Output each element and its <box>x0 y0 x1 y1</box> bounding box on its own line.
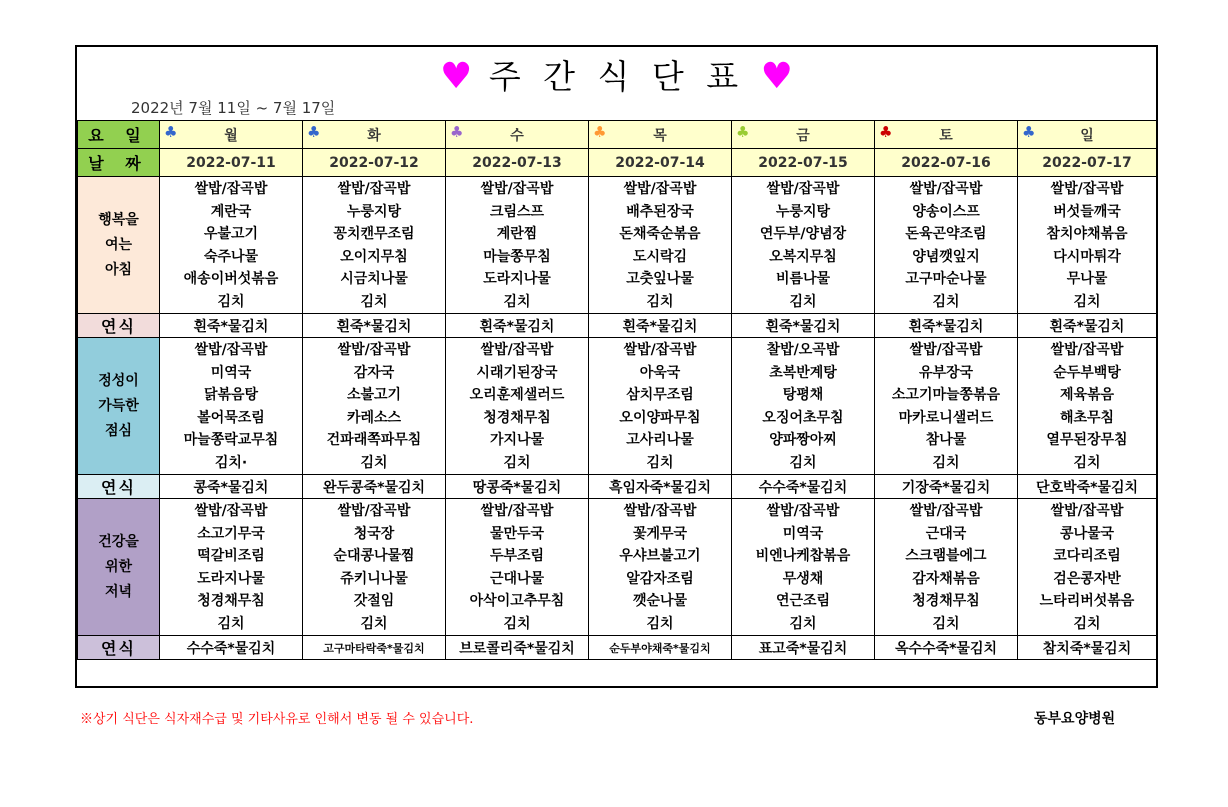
lunch-menu-cell <box>160 338 303 475</box>
snack-cell: 옥수수죽*물김치 <box>875 636 1018 660</box>
snack-cell: 흰죽*물김치 <box>732 314 875 338</box>
menu-item: 쌀밥/잡곡밥 <box>194 342 268 358</box>
snack-cell: 단호박죽*물김치 <box>1018 475 1157 499</box>
menu-item: 김치 <box>360 293 388 310</box>
menu-item: 숙주나물 <box>203 248 259 265</box>
menu-item: 쌀밥/잡곡밥 <box>1050 342 1124 358</box>
menu-item: 김치 <box>932 615 960 632</box>
lunch-row <box>78 338 1157 475</box>
day-label: 요 일 <box>78 121 160 149</box>
menu-item: 소불고기 <box>346 387 402 403</box>
menu-item: 열무된장무침 <box>1046 432 1128 448</box>
lunch-label-line: 점심 <box>104 422 133 439</box>
menu-item: 알감자조림 <box>626 570 694 587</box>
menu-item: 쌀밥/잡곡밥 <box>480 503 554 519</box>
menu-item: 물만두국 <box>489 525 545 542</box>
flower-icon: ♣ <box>307 123 321 141</box>
dinner-menu-cell <box>732 499 875 636</box>
menu-item: 김치 <box>503 454 531 471</box>
snack-cell: 브로콜리죽*물김치 <box>446 636 589 660</box>
menu-item: 스크램블에그 <box>905 548 987 564</box>
snack-label: 연식 <box>78 475 160 499</box>
menu-item: 도라지나물 <box>197 570 265 587</box>
breakfast-menu-cell <box>160 177 303 314</box>
menu-item: 제육볶음 <box>1059 387 1115 403</box>
day-name: 수 <box>510 127 524 144</box>
menu-item: 쌀밥/잡곡밥 <box>337 503 411 519</box>
menu-item: 김치· <box>214 454 248 471</box>
menu-item: 청경채무침 <box>197 593 265 609</box>
snack-label: 연식 <box>78 314 160 338</box>
lunch-menu-cell <box>1018 338 1157 475</box>
menu-item: 연두부/양념장 <box>759 226 847 242</box>
menu-item: 오복지무침 <box>769 248 837 265</box>
breakfast-menu-cell <box>875 177 1018 314</box>
snack-cell: 완두콩죽*물김치 <box>303 475 446 499</box>
menu-item: 해초무침 <box>1059 409 1115 426</box>
menu-item: 오징어초무침 <box>762 409 844 426</box>
breakfast-label-line: 아침 <box>104 261 133 278</box>
snack-cell: 흰죽*물김치 <box>1018 314 1157 338</box>
date-row <box>78 149 1157 177</box>
menu-item: 건파래쪽파무침 <box>326 432 422 448</box>
date-cell: 2022-07-12 <box>303 149 446 177</box>
menu-item: 김치 <box>789 454 817 471</box>
menu-item: 초복반계탕 <box>769 364 837 381</box>
snack-cell: 수수죽*물김치 <box>160 636 303 660</box>
breakfast-label <box>78 177 160 314</box>
flower-icon: ♣ <box>450 123 464 141</box>
menu-table <box>77 120 1157 660</box>
menu-item: 아욱국 <box>639 364 681 381</box>
day-name: 화 <box>367 127 381 144</box>
menu-item: 참치야채볶음 <box>1046 226 1128 242</box>
menu-item: 마늘쫑무침 <box>483 248 551 265</box>
menu-item: 쌀밥/잡곡밥 <box>480 342 554 358</box>
snack-cell: 콩죽*물김치 <box>160 475 303 499</box>
menu-item: 청경채무침 <box>912 593 980 609</box>
menu-item: 오리훈제샐러드 <box>469 387 565 403</box>
breakfast-label-line: 여는 <box>104 236 133 253</box>
menu-item: 소고기무국 <box>197 525 265 542</box>
menu-item: 다시마튀각 <box>1053 248 1121 265</box>
date-range: 2022년 7월 11일 ~ 7월 17일 <box>131 99 336 117</box>
date-cell: 2022-07-13 <box>446 149 589 177</box>
lunch-menu-cell <box>875 338 1018 475</box>
day-cell-sat <box>875 121 1018 149</box>
menu-item: 아삭이고추무침 <box>469 593 565 609</box>
day-cell-wed <box>446 121 589 149</box>
day-name: 월 <box>224 127 238 144</box>
lunch-menu-cell <box>589 338 732 475</box>
menu-item: 근대나물 <box>489 570 545 587</box>
menu-item: 떡갈비조림 <box>197 548 265 564</box>
menu-item: 쌀밥/잡곡밥 <box>766 503 840 519</box>
day-row <box>78 121 1157 149</box>
snack-row-2 <box>78 475 1157 499</box>
lunch-menu-cell <box>446 338 589 475</box>
menu-item: 비엔나케찹볶음 <box>755 548 851 564</box>
dinner-label-line: 저녁 <box>104 583 133 600</box>
menu-item: 소고기마늘쫑볶음 <box>891 387 1001 403</box>
day-name: 금 <box>796 127 810 144</box>
snack-cell: 순두부야채죽*물김치 <box>589 636 732 660</box>
menu-item: 김치 <box>360 454 388 471</box>
menu-item: 무나물 <box>1066 271 1108 287</box>
snack-cell: 기장죽*물김치 <box>875 475 1018 499</box>
menu-item: 비름나물 <box>775 271 831 287</box>
menu-item: 김치 <box>1073 615 1101 632</box>
snack-cell: 흰죽*물김치 <box>160 314 303 338</box>
snack-label: 연식 <box>78 636 160 660</box>
menu-item: 볼어묵조림 <box>197 409 265 426</box>
menu-item: 애송이버섯볶음 <box>183 271 279 287</box>
menu-item: 코다리조림 <box>1053 548 1121 564</box>
menu-item: 순두부백탕 <box>1053 364 1121 381</box>
menu-item: 쌀밥/잡곡밥 <box>623 181 697 197</box>
lunch-label-line: 가득한 <box>98 397 139 414</box>
menu-item: 깻순나물 <box>632 593 688 609</box>
day-cell-thu <box>589 121 732 149</box>
menu-item: 쌀밥/잡곡밥 <box>337 342 411 358</box>
snack-row-1 <box>78 314 1157 338</box>
menu-item: 마늘쫑락교무침 <box>183 432 279 448</box>
day-cell-mon <box>160 121 303 149</box>
menu-item: 시금치나물 <box>340 271 408 287</box>
menu-item: 마카로니샐러드 <box>898 409 994 426</box>
menu-item: 쌀밥/잡곡밥 <box>766 181 840 197</box>
dinner-label <box>78 499 160 636</box>
flower-icon: ♣ <box>1022 123 1036 141</box>
menu-item: 누룽지탕 <box>346 203 402 220</box>
snack-row-3 <box>78 636 1157 660</box>
menu-item: 카레소스 <box>346 409 402 426</box>
menu-item: 우샤브불고기 <box>619 548 701 564</box>
menu-item: 검은콩자반 <box>1053 570 1121 587</box>
menu-item: 닭볶음탕 <box>203 387 259 403</box>
snack-cell: 땅콩죽*물김치 <box>446 475 589 499</box>
dinner-menu-cell <box>589 499 732 636</box>
day-cell-sun <box>1018 121 1157 149</box>
menu-item: 크림스프 <box>489 203 545 220</box>
menu-item: 버섯들깨국 <box>1053 203 1121 220</box>
snack-cell: 흰죽*물김치 <box>589 314 732 338</box>
menu-item: 쥬키니나물 <box>340 570 408 587</box>
day-cell-tue <box>303 121 446 149</box>
menu-item: 콩나물국 <box>1059 525 1115 542</box>
dinner-menu-cell <box>1018 499 1157 636</box>
date-cell: 2022-07-17 <box>1018 149 1157 177</box>
menu-item: 쌀밥/잡곡밥 <box>194 503 268 519</box>
menu-item: 오이지무침 <box>340 248 408 265</box>
breakfast-menu-cell <box>1018 177 1157 314</box>
menu-item: 쌀밥/잡곡밥 <box>480 181 554 197</box>
day-name: 일 <box>1080 127 1094 144</box>
snack-cell: 고구마타락죽*물김치 <box>303 636 446 660</box>
menu-item: 쌀밥/잡곡밥 <box>337 181 411 197</box>
lunch-label-line: 정성이 <box>98 372 139 389</box>
dinner-menu-cell <box>446 499 589 636</box>
menu-item: 두부조림 <box>489 548 545 564</box>
menu-item: 돈육곤약조림 <box>905 226 987 242</box>
snack-cell: 흰죽*물김치 <box>446 314 589 338</box>
breakfast-menu-cell <box>589 177 732 314</box>
menu-item: 미역국 <box>782 525 824 542</box>
menu-item: 삼치무조림 <box>626 387 694 403</box>
menu-item: 도라지나물 <box>483 271 551 287</box>
menu-item: 고사리나물 <box>626 432 694 448</box>
date-cell: 2022-07-16 <box>875 149 1018 177</box>
menu-item: 누룽지탕 <box>775 203 831 220</box>
menu-item: 감자국 <box>353 364 395 381</box>
date-cell: 2022-07-15 <box>732 149 875 177</box>
flower-icon: ♣ <box>593 123 607 141</box>
dinner-label-line: 위한 <box>104 558 133 575</box>
hospital-name: 동부요양병원 <box>1034 711 1116 727</box>
menu-item: 갓절임 <box>353 593 395 609</box>
dinner-menu-cell <box>875 499 1018 636</box>
breakfast-menu-cell <box>303 177 446 314</box>
menu-item: 양파짱아찌 <box>769 432 837 448</box>
menu-item: 김치 <box>789 293 817 310</box>
menu-item: 김치 <box>789 615 817 632</box>
menu-item: 김치 <box>646 454 674 471</box>
flower-icon: ♣ <box>164 123 178 141</box>
menu-item: 김치 <box>503 293 531 310</box>
day-name: 토 <box>939 127 953 144</box>
menu-item: 양념깻잎지 <box>912 248 980 265</box>
menu-item: 연근조림 <box>775 593 831 609</box>
dinner-label-line: 건강을 <box>98 533 139 550</box>
heart-icon-right: ♥ <box>760 56 793 97</box>
title-text: 주 간 식 단 표 <box>488 57 745 96</box>
menu-item: 김치 <box>646 615 674 632</box>
menu-item: 계란국 <box>210 203 252 220</box>
menu-item: 우불고기 <box>203 226 259 242</box>
dinner-menu-cell <box>160 499 303 636</box>
menu-item: 김치 <box>503 615 531 632</box>
breakfast-menu-cell <box>732 177 875 314</box>
menu-item: 쌀밥/잡곡밥 <box>909 342 983 358</box>
lunch-label <box>78 338 160 475</box>
snack-cell: 흑임자죽*물김치 <box>589 475 732 499</box>
menu-item: 근대국 <box>925 525 967 542</box>
footer-note: ※상기 식단은 식자재수급 및 기타사유로 인해서 변동 될 수 있습니다. <box>80 712 474 727</box>
page-title <box>77 51 1156 98</box>
menu-item: 순대콩나물찜 <box>333 548 415 564</box>
lunch-menu-cell <box>303 338 446 475</box>
dinner-menu-cell <box>303 499 446 636</box>
day-name: 목 <box>653 127 667 144</box>
title-row <box>77 47 1156 121</box>
menu-item: 양송이스프 <box>912 203 980 220</box>
menu-item: 참나물 <box>925 432 967 448</box>
snack-cell: 수수죽*물김치 <box>732 475 875 499</box>
menu-item: 감자채볶음 <box>912 570 980 587</box>
menu-item: 고구마순나물 <box>905 271 987 287</box>
dinner-row <box>78 499 1157 636</box>
menu-item: 쌀밥/잡곡밥 <box>1050 503 1124 519</box>
heart-icon-left: ♥ <box>440 56 473 97</box>
snack-cell: 참치죽*물김치 <box>1018 636 1157 660</box>
menu-item: 김치 <box>932 454 960 471</box>
weekly-menu-sheet <box>75 45 1158 688</box>
menu-item: 미역국 <box>210 364 252 381</box>
breakfast-row <box>78 177 1157 314</box>
menu-item: 가지나물 <box>489 432 545 448</box>
day-cell-fri <box>732 121 875 149</box>
snack-cell: 흰죽*물김치 <box>875 314 1018 338</box>
menu-item: 쌀밥/잡곡밥 <box>623 503 697 519</box>
breakfast-menu-cell <box>446 177 589 314</box>
menu-item: 찰밥/오곡밥 <box>766 342 840 358</box>
menu-item: 청국장 <box>353 525 395 542</box>
menu-item: 청경채무침 <box>483 409 551 426</box>
menu-item: 느타리버섯볶음 <box>1039 593 1135 609</box>
menu-item: 김치 <box>217 293 245 310</box>
menu-item: 꽃게무국 <box>632 525 688 542</box>
menu-item: 쌀밥/잡곡밥 <box>1050 181 1124 197</box>
date-cell: 2022-07-14 <box>589 149 732 177</box>
breakfast-label-line: 행복을 <box>98 211 139 228</box>
menu-item: 김치 <box>360 615 388 632</box>
menu-item: 김치 <box>932 293 960 310</box>
menu-item: 계란찜 <box>496 226 538 242</box>
snack-cell: 표고죽*물김치 <box>732 636 875 660</box>
menu-item: 김치 <box>1073 454 1101 471</box>
menu-item: 쌀밥/잡곡밥 <box>909 181 983 197</box>
menu-item: 쌀밥/잡곡밥 <box>909 503 983 519</box>
menu-item: 오이양파무침 <box>619 409 701 426</box>
menu-item: 도시락김 <box>632 248 688 265</box>
menu-item: 탕평채 <box>782 387 824 403</box>
menu-item: 김치 <box>646 293 674 310</box>
menu-item: 쌀밥/잡곡밥 <box>623 342 697 358</box>
snack-cell: 흰죽*물김치 <box>303 314 446 338</box>
menu-item: 김치 <box>217 615 245 632</box>
menu-item: 배추된장국 <box>626 203 694 220</box>
menu-item: 시래기된장국 <box>476 364 558 381</box>
lunch-menu-cell <box>732 338 875 475</box>
flower-icon: ♣ <box>736 123 750 141</box>
menu-item: 유부장국 <box>918 364 974 381</box>
menu-item: 무생채 <box>782 570 824 587</box>
menu-item: 쌀밥/잡곡밥 <box>194 181 268 197</box>
menu-item: 고춧잎나물 <box>626 271 694 287</box>
menu-item: 김치 <box>1073 293 1101 310</box>
date-cell: 2022-07-11 <box>160 149 303 177</box>
menu-item: 꽁치캔무조림 <box>333 226 415 242</box>
menu-item: 돈채죽순볶음 <box>619 226 701 242</box>
date-label: 날 짜 <box>78 149 160 177</box>
flower-icon: ♣ <box>879 123 893 141</box>
